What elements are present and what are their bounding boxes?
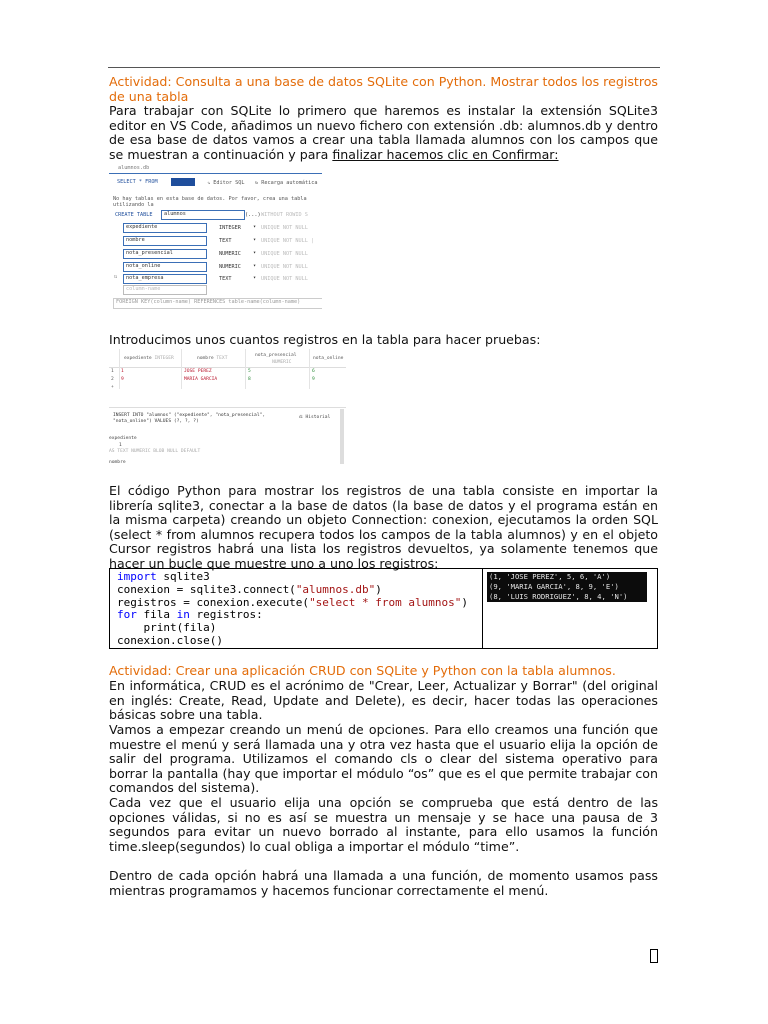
field-editor [109,435,137,449]
column-separator [245,349,246,389]
table-select-dropdown [171,178,195,186]
sql-divider [109,407,346,408]
header-label: nombre [197,356,214,361]
column-flags: UNIQUE NOT NULL [261,264,308,270]
activity-2-title: Actividad: Crear una aplicación CRUD con SQLite y Python con la tabla alumnos. [109,663,616,678]
table-grid-screenshot [109,349,346,465]
type-tabs-label: AS TEXT NUMERIC BLOB NULL DEFAULT [109,449,201,454]
grid-col-header [197,356,227,361]
type-tabs [109,449,200,454]
create-table-keyword: CREATE TABLE [115,212,153,218]
intro-underlined: finalizar hacemos clic en Confirmar: [332,146,559,162]
header-rule [108,67,660,68]
column-row [123,262,322,271]
column-name-field: nota_empresa [123,274,207,284]
table-dots: (...) [245,212,261,218]
column-name-field: nota_presencial [123,249,207,259]
chevron-down-icon: ▾ [253,237,257,243]
header-type: NUMERIC [272,360,292,365]
grid-col-header [124,356,174,361]
code-text: sqlite3 [156,570,210,583]
code-table [109,568,658,649]
code-keyword: for [117,608,137,622]
code-keyword: in [176,608,190,622]
column-flags: UNIQUE NOT NULL [261,276,308,282]
output-line: (8, 'LUIS RODRIGUEZ', 8, 4, 'N') [489,592,628,601]
db-tab: alumnos.db [118,165,150,171]
code-explanation-paragraph: El código Python para mostrar los registros de una tabla consiste en importar la librería sqlite3, conectar a la base de datos (la base de datos y el programa están en la misma carpeta) creando un objeto Connection: conexion, ejecutamos la orden SQL (select * from alumnos recupera todos los campos de la tabla alumnos) y en el objeto Cursor registros habrá una lista los registros devueltos, ya solamente tenemos que hacer un bucle que muestre uno a uno los registros: [109,483,658,571]
column-separator [309,349,310,389]
cell-expediente: 1 [121,369,124,374]
chevron-down-icon: ▾ [253,263,257,269]
no-tables-message: No hay tablas en esta base de datos. Por favor, crea una tabla utilizando la [113,196,307,208]
row-number: 2 [111,377,114,382]
header-label: expediente [124,356,152,361]
output-line: (9, 'MARIA GARCIA', 8, 9, 'E') [489,582,619,591]
column-type: TEXT [219,276,232,282]
column-flags: UNIQUE NOT NULL [261,251,308,257]
page-number-box [650,949,658,963]
code-text: ) [375,582,382,596]
sqlite-editor-screenshot [109,164,322,316]
validation-paragraph: Cada vez que el usuario elija una opción se comprueba que está dentro de las opciones válidas, si no es así se muestra un mensaje y se hace una pausa de 3 segundos para evitar un nuevo borrado al instante, para ello usamos la función time.sleep(segundos) lo cual obliga a importar el módulo “time”. [109,795,658,854]
grid-col-header [255,352,297,366]
header-label: nota_online [313,356,344,361]
menu-paragraph: Vamos a empezar creando un menú de opciones. Para ello creamos una función que muestre el menú y será llamada una y otra vez hasta que el usuario elija la opción de salir del programa. Utilizamos el comando cls o clear del sistema operativo para borrar la pantalla (hay que importar el módulo “os” que es el que permite trabajar con comandos del sistema). [109,722,658,796]
field-label: expediente [109,436,137,441]
insert-line-2: "nota_online") VALUES (?, ?, ?) [113,419,199,424]
intro-text: Para trabajar con SQLite lo primero que haremos es instalar la extensión SQLite3 editor en VS Code, añadimos un nuevo fichero con extensión .db: alumnos.db y dentro de esa base de datos vamos a crear una tabla llamada alumnos con los campos que se muestran a continuación y para [109,103,658,162]
column-row [123,249,322,258]
insert-line-1: INSERT INTO "alumnos" ("expediente", "nota_presencial", [113,413,266,418]
column-type: NUMERIC [219,251,241,257]
column-separator [181,349,182,389]
python-code [117,571,468,648]
scrollbar [340,409,344,464]
next-field-label: nombre [109,460,126,465]
cell-nota-presencial: 8 [248,377,251,382]
console-output [487,572,647,602]
code-string: "select * from alumnos" [309,595,462,609]
header-label: nota_presencial [255,353,297,358]
cell-nombre: MARIA GARCIA [184,377,218,382]
column-flags: UNIQUE NOT NULL [261,225,308,231]
column-type: INTEGER [219,225,241,231]
column-name-field: nota_online [123,262,207,272]
code-text: registros = conexion.execute( [117,595,310,609]
column-row [123,274,322,283]
cell-nota-online: 6 [312,369,315,374]
header-type: TEXT [216,356,228,361]
activity-1-intro [109,104,658,162]
history-button: ⎌ Historial [299,415,331,420]
table-name-field: alumnos [161,210,245,220]
code-text: conexion.close() [117,633,223,647]
row-number: 1 [111,369,114,374]
cell-nombre: JOSE PEREZ [184,369,212,374]
column-type: TEXT [219,238,232,244]
table-divider [482,569,483,648]
table-flags: WITHOUT ROWID S [261,212,308,218]
column-name-field: expediente [123,223,207,233]
cell-nota-presencial: 5 [248,369,251,374]
column-type: NUMERIC [219,264,241,270]
cell-expediente: 9 [121,377,124,382]
cell-nota-online: 9 [312,377,315,382]
code-text: registros: [189,608,263,622]
output-line: (1, 'JOSE PEREZ', 5, 6, 'A') [489,572,611,581]
column-separator [119,349,120,389]
insert-statement [113,413,265,425]
column-flags: UNIQUE NOT NULL | [261,238,315,244]
header-type: INTEGER [154,356,174,361]
records-paragraph: Introducimos unos cuantos registros en la tabla para hacer pruebas: [109,332,541,347]
code-string: "alumnos.db" [295,582,376,596]
code-text: print(fila) [117,621,217,635]
column-row [123,223,322,232]
code-text: ) [461,595,469,609]
select-from-label: SELECT * FROM [117,179,158,185]
add-row-icon: + [111,385,114,390]
field-value: 1 [119,443,122,448]
code-keyword: import [117,570,157,583]
functions-paragraph: Dentro de cada opción habrá una llamada a una función, de momento usamos pass mientras programamos y hacemos funcionar correctamente el menú. [109,868,658,898]
drag-handle-icon: ⇅ [114,274,118,280]
code-text: fila [136,608,177,622]
chevron-down-icon: ▾ [253,250,257,256]
editor-sql-button: ⇘ Editor SQL [207,180,245,186]
crud-paragraph: En informática, CRUD es el acrónimo de "Crear, Leer, Actualizar y Borrar" (del original en inglés: Create, Read, Update and Delete), es decir, hacer todas las operaciones básicas sobre una tabla. [109,678,658,723]
reload-button: ↻ Recarga automática [255,180,318,186]
chevron-down-icon: ▾ [253,275,257,281]
activity-1-title: Actividad: Consulta a una base de datos SQLite con Python. Mostrar todos los registros de una tabla [109,74,658,104]
column-row [123,236,322,245]
foreign-key-field: FOREIGN KEY(column-name) REFERENCES table-name(column-name) [113,298,322,309]
column-placeholder-field: column-name [123,285,207,295]
chevron-down-icon: ▾ [253,224,257,230]
grid-col-header [313,356,343,361]
tab-underline [109,173,322,174]
column-name-field: nombre [123,236,207,246]
code-text: conexion = sqlite3.connect( [117,582,296,596]
